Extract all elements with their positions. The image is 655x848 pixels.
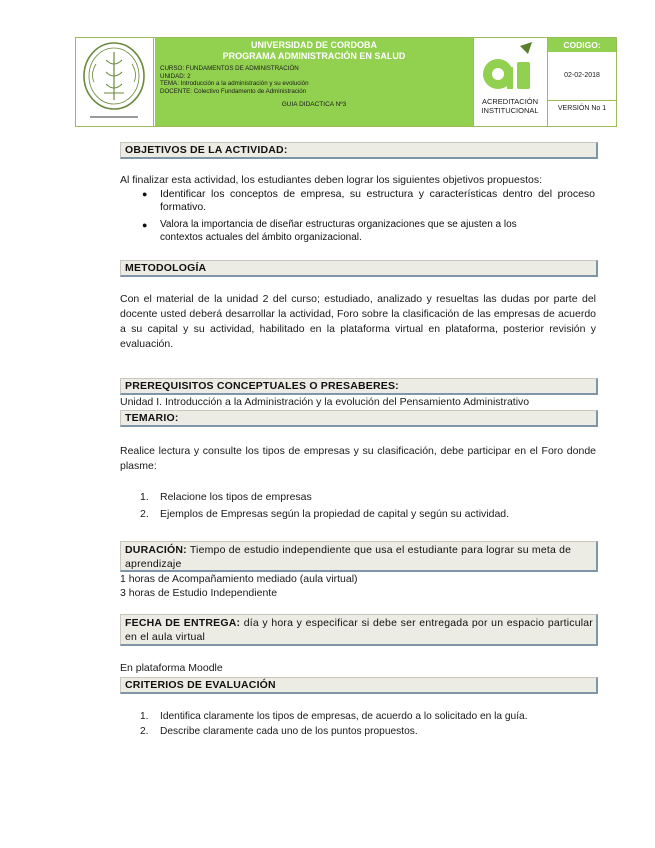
document-date: 02-02-2018 [564,72,600,79]
section-temario-heading: TEMARIO: [120,410,598,427]
criterio-item: 1. Identifica claramente los tipos de empresas, de acuerdo a lo solicitado en la guía. [140,711,528,722]
course-info [160,65,309,95]
course-label: CURSO: FUNDAMENTOS DE ADMINISTRACIÓN [160,65,299,72]
document-version: VERSIÓN No 1 [548,100,616,126]
temario-item: 1. Relacione los tipos de empresas [140,491,312,503]
guide-number: GUIA DIDACTICA Nº3 [281,101,347,108]
item-number: 2. [140,508,149,520]
temario-text: Realice lectura y consulte los tipos de empresas y su clasificación, debe participar en el Foro donde plasme: [120,445,596,472]
item-number: 2. [140,726,149,737]
university-seal [76,38,154,126]
section-entrega-heading [120,614,598,646]
accreditation-text-1: ACREDITACIÓN [481,97,539,106]
section-metodologia-heading: METODOLOGÍA [120,260,598,277]
program-name: PROGRAMA ADMINISTRACIÓN EN SALUD [222,51,406,61]
objetivo-item: ● Valora la importancia de diseñar estructuras organizaciones que se ajusten a los contextos actuales del ámbito organizacional. [142,219,517,243]
university-name: UNIVERSIDAD DE CORDOBA [250,40,377,50]
objetivos-intro: Al finalizar esta actividad, los estudiantes deben lograr los siguientes objetivos propuestos: [120,174,542,186]
bullet-icon: ● [142,220,148,230]
section-objetivos-heading: OBJETIVOS DE LA ACTIVIDAD: [120,142,598,159]
metodologia-text: Con el material de la unidad 2 del curso; estudiado, analizado y resueltas las dudas por parte del docente usted deberá desarrollar la actividad, Foro sobre la clasificación de las empresas de acuerdo a su capital y su actividad, habilitado en la plataforma virtual en plataforma, posterior revisión y evaluación. [120,293,596,350]
section-duracion-heading [120,541,598,572]
duracion-description: Tiempo de estudio independiente que usa el estudiante para lograr su meta de aprendizaje [125,544,572,570]
prerequisitos-text: Unidad I. Introducción a la Administración y la evolución del Pensamiento Administrativo [120,396,530,408]
temario-item: 2. Ejemplos de Empresas según la propiedad de capital y según su actividad. [140,508,510,520]
accreditation-text-2: INSTITUCIONAL [481,106,539,115]
bullet-icon: ● [142,189,148,199]
entrega-title: FECHA DE ENTREGA: [125,617,241,629]
duracion-line: 1 horas de Acompañamiento mediado (aula virtual) [120,573,358,585]
duracion-title: DURACIÓN: [125,544,187,556]
teacher-label: DOCENTE: Colectivo Fundamento de Administración [160,87,307,95]
accreditation-logo [473,38,548,126]
item-number: 1. [140,711,149,722]
topic-label: TEMA: Introducción a la administración y su evolución [160,80,309,87]
duracion-line: 3 horas de Estudio Independiente [120,587,278,599]
header-title [155,40,473,62]
criterio-item: 2. Describe claramente cada uno de los puntos propuestos. [140,726,418,737]
unit-label: UNIDAD: 2 [160,72,191,80]
entrega-description: día y hora y especificar si debe ser entregada por un espacio particular en el aula virtual [125,617,594,643]
objetivo-item: ● Identificar los conceptos de empresa, su estructura y características dentro del proceso formativo. [142,188,595,213]
section-criterios-heading: CRITERIOS DE EVALUACIÓN [120,677,598,694]
item-number: 1. [140,491,149,503]
entrega-text: En plataforma Moodle [120,662,223,674]
section-prerequisitos-heading: PREREQUISITOS CONCEPTUALES O PRESABERES: [120,378,598,395]
code-label: CODIGO: [548,38,616,52]
